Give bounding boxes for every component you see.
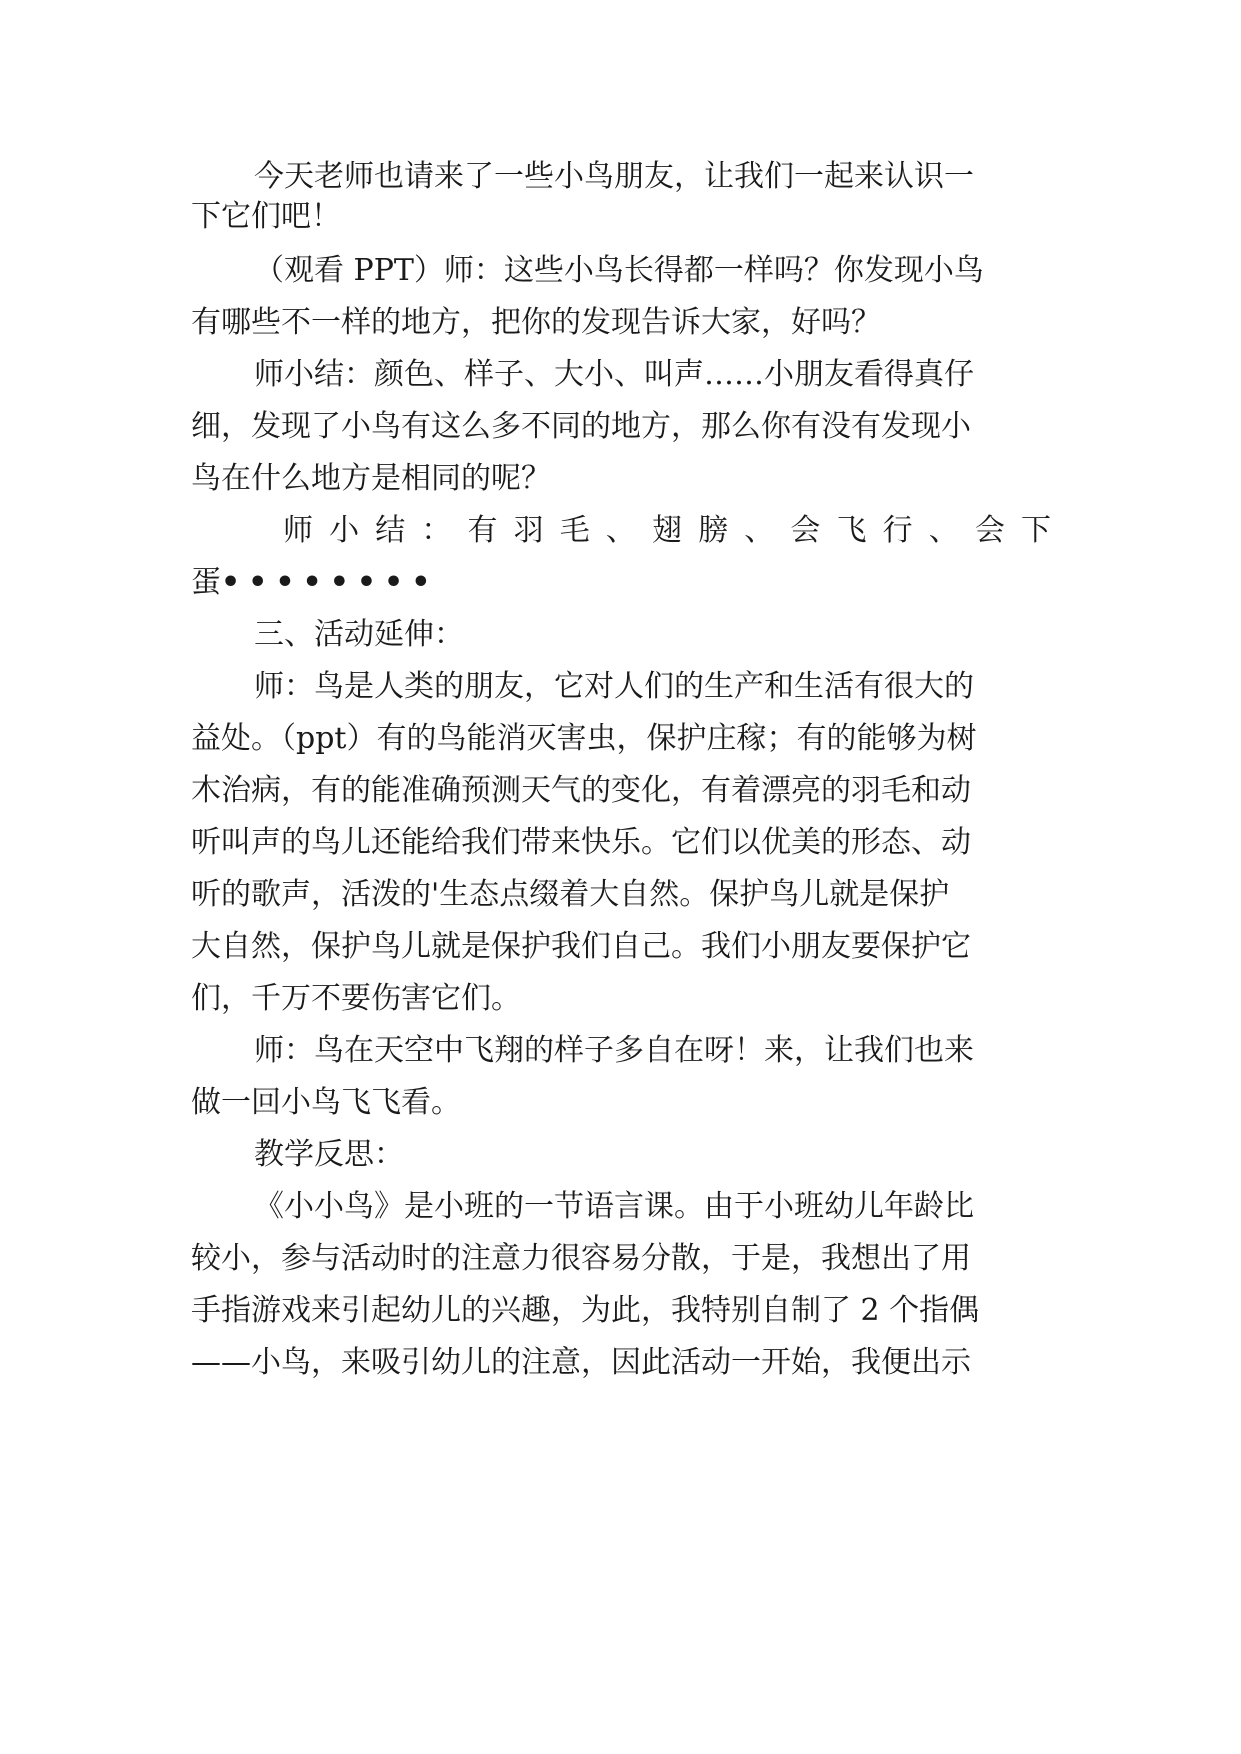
text-line: 有哪些不一样的地方，把你的发现告诉大家，好吗？: [191, 305, 881, 340]
summary-char: 师: [283, 513, 313, 548]
text-line: 们，千万不要伤害它们。: [191, 981, 521, 1016]
summary-char: 羽: [513, 513, 544, 548]
text-line: 师：鸟在天空中飞翔的样子多自在呀！来，让我们也来: [254, 1033, 974, 1068]
summary-line: [283, 506, 1051, 556]
summary-char: 、: [928, 513, 959, 548]
summary-char: 毛: [559, 513, 590, 548]
summary-char: 、: [744, 513, 775, 548]
text-line: 大自然，保护鸟儿就是保护我们自己。我们小朋友要保护它: [191, 929, 971, 964]
summary-char: 会: [790, 513, 821, 548]
text-line: 益处。（ppt）有的鸟能消灭害虫，保护庄稼；有的能够为树: [191, 721, 977, 756]
text-line: 手指游戏来引起幼儿的兴趣，为此，我特别自制了 2 个指偶: [191, 1293, 980, 1328]
text-line: 木治病，有的能准确预测天气的变化，有着漂亮的羽毛和动: [191, 773, 971, 808]
summary-char: 膀: [698, 513, 729, 548]
text-line: 听的歌声，活泼的'生态点缀着大自然。保护鸟儿就是保护: [191, 877, 950, 912]
text-line: 较小，参与活动时的注意力很容易分散，于是，我想出了用: [191, 1241, 971, 1276]
text-line: 今天老师也请来了一些小鸟朋友，让我们一起来认识一: [254, 159, 974, 194]
summary-char: 下: [1021, 513, 1051, 548]
text-line: 鸟在什么地方是相同的呢？: [191, 461, 551, 496]
text-line: 做一回小鸟飞飞看。: [191, 1085, 461, 1120]
summary-char: 行: [882, 513, 913, 548]
summary-char: 飞: [836, 513, 867, 548]
summary-char: 小: [329, 513, 360, 548]
text-line: 师：鸟是人类的朋友，它对人们的生产和生活有很大的: [254, 669, 974, 704]
summary-char: 有: [467, 513, 498, 548]
summary-char: 翅: [652, 513, 682, 548]
section-heading: 三、活动延伸：: [254, 617, 464, 652]
text-line: [191, 558, 1051, 608]
text-line: （观看 PPT）师：这些小鸟长得都一样吗？你发现小鸟: [254, 253, 984, 288]
text-line: 《小小鸟》是小班的一节语言课。由于小班幼儿年龄比: [254, 1189, 974, 1224]
text-line-start: 蛋: [191, 565, 221, 600]
summary-char: 结: [375, 513, 406, 548]
text-line: 细，发现了小鸟有这么多不同的地方，那么你有没有发现小: [191, 409, 971, 444]
text-line: 下它们吧！: [191, 199, 341, 234]
summary-char: 会: [974, 513, 1005, 548]
summary-char: 、: [605, 513, 636, 548]
text-line: 听叫声的鸟儿还能给我们带来快乐。它们以优美的形态、动: [191, 825, 971, 860]
summary-char: ：: [421, 513, 452, 548]
text-line: ——小鸟，来吸引幼儿的注意，因此活动一开始，我便出示: [191, 1345, 971, 1380]
text-line: 师小结：颜色、样子、大小、叫声……小朋友看得真仔: [254, 357, 974, 392]
ellipsis-dots: ••••••••: [221, 565, 439, 600]
section-heading: 教学反思：: [254, 1137, 404, 1172]
